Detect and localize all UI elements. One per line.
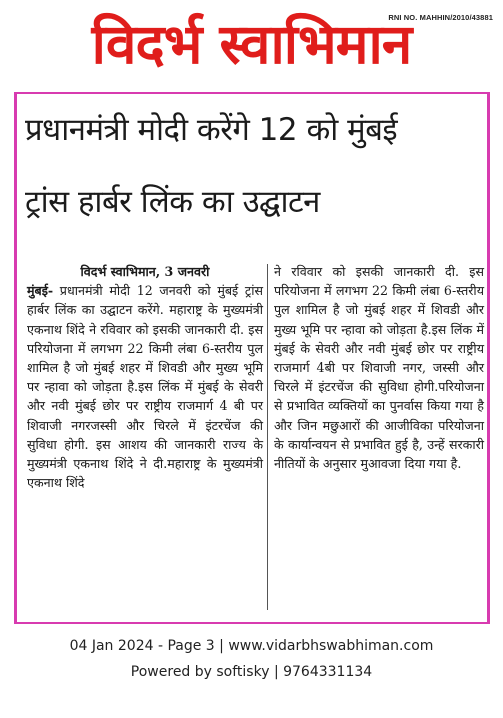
article-column-left [27, 262, 263, 492]
headline-line-2: ट्रांस हार्बर लिंक का उद्घाटन [25, 184, 320, 220]
article-column-right [274, 262, 484, 473]
headline-line-1: प्रधानमंत्री मोदी करेंगे 12 को मुंबई [25, 112, 398, 148]
footer-powered-by: Powered by softisky | 9764331134 [130, 664, 373, 680]
rni-number: RNI NO. MAHHIN/2010/43881 [388, 13, 493, 22]
lead-word: मुंबई- [27, 283, 54, 299]
news-clipping [14, 92, 490, 624]
footer-date-website: 04 Jan 2024 - Page 3 | www.vidarbhswabhiman.com [69, 638, 434, 654]
column-divider [267, 264, 268, 610]
left-body-text: प्रधानमंत्री मोदी 12 जनवरी को मुंबई ट्रांस हार्बर लिंक का उद्घाटन करेंगे. महाराष्ट्र के मुख्यमंत्री एकनाथ शिंदे ने रविवार को इसकी जानकारी दी. इस परियोजना में लगभग 22 किमी लंबा 6-स्तरीय पुल शामिल है जो मुंबई शहर में शिवडी और मुख्य भूमि पर न्हावा को जोड़ता है.इस लिंक में मुंबई के सेवरी और नवी मुंबई छोर पर राष्ट्रीय राजमार्ग 4 बी पर शिवाजी नगरजस्सी और चिरले में इंटरचेंज की सुविधा होगी. इस आशय की जानकारी राज्य के मुख्यमंत्री एकनाथ शिंदे ने दी.महाराष्ट्र के मुख्यमंत्री एकनाथ शिंदे [27, 283, 263, 491]
masthead [0, 0, 503, 92]
right-body-text: ने रविवार को इसकी जानकारी दी. इस परियोजना में लगभग 22 किमी लंबा 6-स्तरीय पुल शामिल है जो मुंबई शहर में शिवडी और मुख्य भूमि पर न्हावा को जोड़ता है.इस लिंक में मुंबई के सेवरी और नवी मुंबई छोर पर राष्ट्रीय राजमार्ग 4बी पर शिवाजी नगर, जस्सी और चिरले में इंटरचेंज की सुविधा होगी.परियोजना से प्रभावित व्यक्तियों का पुनर्वास किया गया है और जिन मछुआरों की आजीविका परियोजना के कार्यान्वयन से प्रभावित हुई है, उन्हें सरकारी नीतियों के अनुसार मुआवजा दिया गया है. [274, 264, 484, 472]
newspaper-logo: विदर्भ स्वाभिमान [91, 12, 412, 76]
dateline: विदर्भ स्वाभिमान, 3 जनवरी [80, 264, 210, 279]
